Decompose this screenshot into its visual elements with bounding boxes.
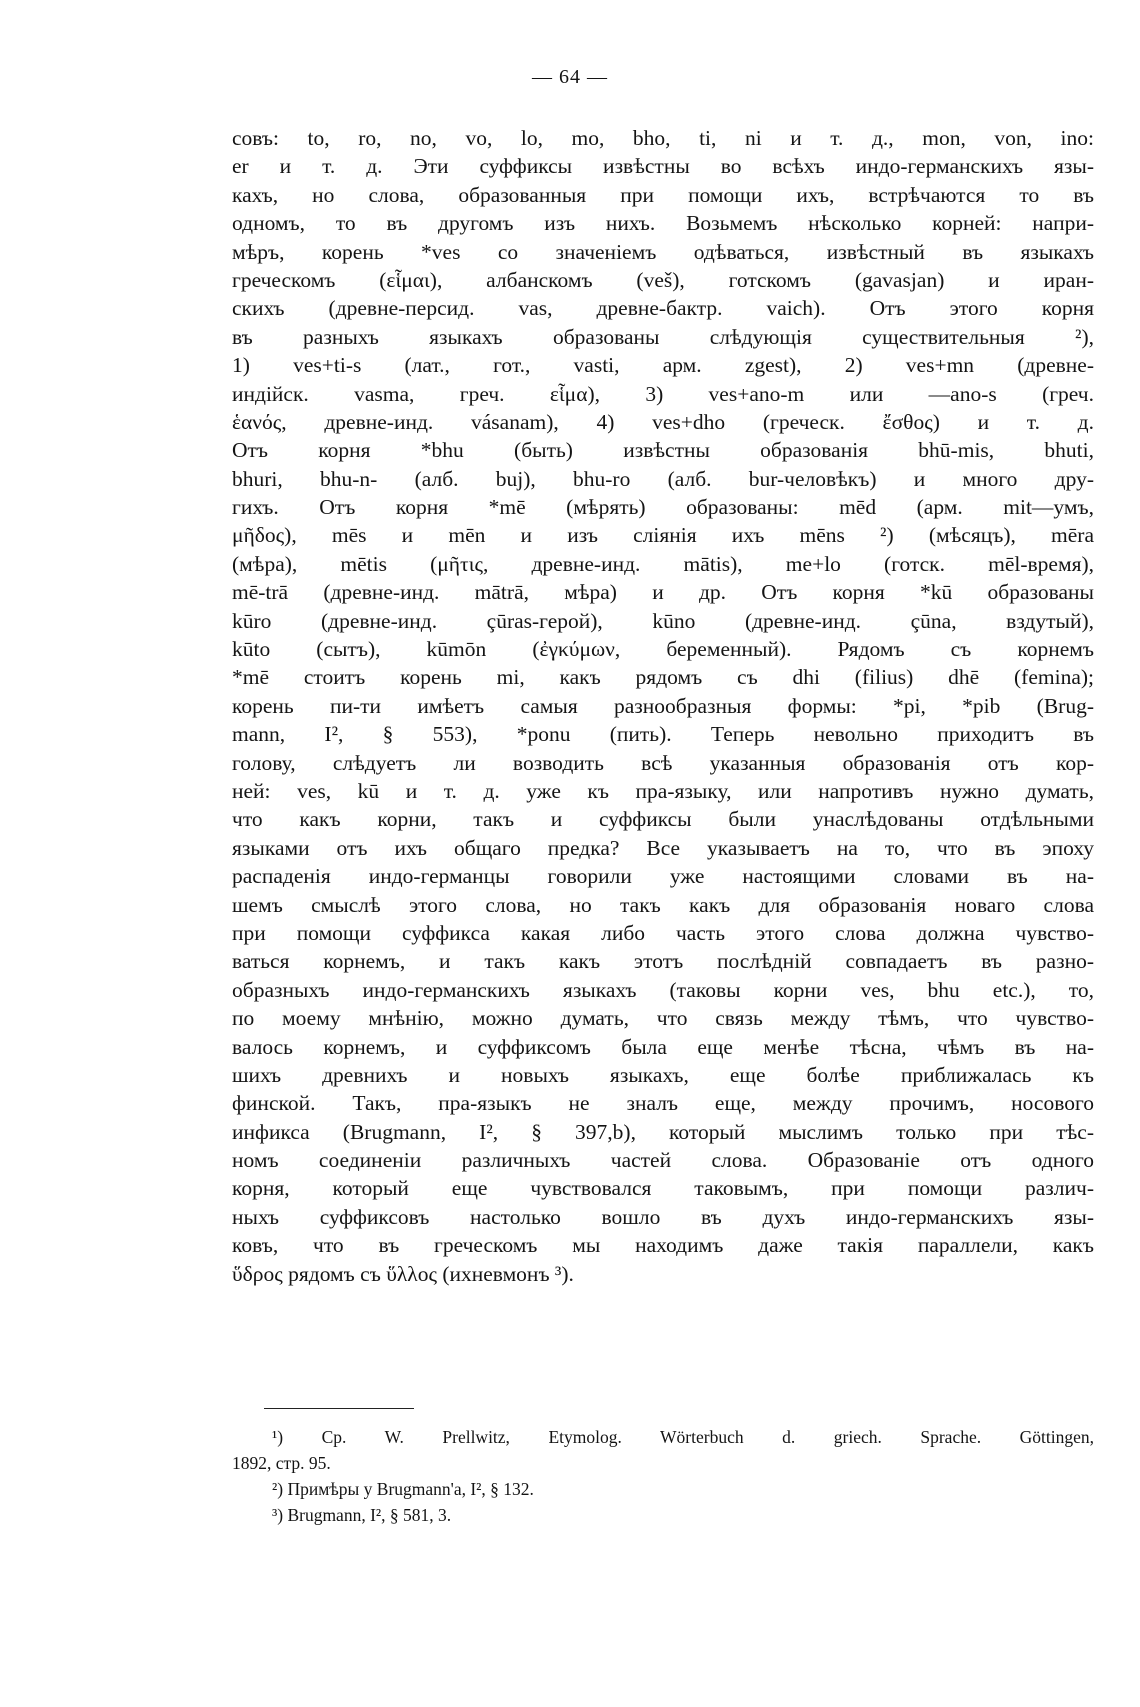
text-line: образныхъ индо-германскихъ языкахъ (таковы корни ves, bhu etc.), то, — [232, 977, 1094, 1002]
text-line: ней: ves, kū и т. д. уже къ пра-языку, или напротивъ нужно думать, — [232, 778, 1094, 803]
footnote-continuation: 1892, стр. 95. — [232, 1453, 331, 1473]
text-line: кахъ, но слова, образованныя при помощи ихъ, встрѣчаются то въ — [232, 182, 1094, 207]
text-line: при помощи суффикса какая либо часть этого слова должна чувство- — [232, 920, 1094, 945]
footnote-separator — [264, 1408, 414, 1409]
text-line: bhuri, bhu-n- (алб. buj), bhu-ro (алб. bur-человѣкъ) и много дру- — [232, 466, 1094, 491]
text-line: одномъ, то въ другомъ изъ нихъ. Возьмемъ нѣсколько корней: напри- — [232, 211, 1094, 236]
text-line: скихъ (древне-персид. vas, древне-бактр. vaich). Отъ этого корня — [232, 296, 1094, 321]
text-line: kūro (древне-инд. çūras-герой), kūno (древне-инд. çūna, вздутый), — [232, 608, 1094, 633]
text-line: индійск. vasma, греч. εἷμα), 3) ves+ano-m или —ano-s (греч. — [232, 381, 1094, 406]
text-line: греческомъ (εἷμαι), албанскомъ (veš), готскомъ (gavasjan) и иран- — [232, 267, 1094, 292]
text-line: ἑανός, древне-инд. vásanam), 4) ves+dho (греческ. ἔσθος) и т. д. — [232, 409, 1094, 434]
text-line: шемъ смыслѣ этого слова, но такъ какъ для образованія новаго слова — [232, 892, 1094, 917]
text-line: корень пи-ти имѣетъ самыя разнообразныя формы: *pi, *pib (Brug- — [232, 693, 1094, 718]
text-line: ваться корнемъ, и такъ какъ этотъ послѣдній совпадаетъ въ разно- — [232, 949, 1094, 974]
text-line: голову, слѣдуетъ ли возводить всѣ указанныя образованія отъ кор- — [232, 750, 1094, 775]
footnotes — [232, 1424, 1094, 1528]
text-line: номъ соединеніи различныхъ частей слова. Образованіе отъ одного — [232, 1148, 1094, 1173]
text-line: корня, который еще чувствовался таковымъ, при помощи различ- — [232, 1176, 1094, 1201]
page-number: — 64 — — [532, 66, 608, 88]
text-line: kūto (сытъ), kūmōn (ἐγκύμων, беременный). Рядомъ съ корнемъ — [232, 637, 1094, 662]
text-line: валось корнемъ, и суффиксомъ была еще менѣе тѣсна, чѣмъ въ на- — [232, 1034, 1094, 1059]
text-line: гихъ. Отъ корня *mē (мѣрять) образованы: mēd (арм. mit—умъ, — [232, 495, 1094, 520]
text-line: шихъ древнихъ и новыхъ языкахъ, еще болѣе приближалась къ — [232, 1062, 1094, 1087]
text-line: совъ: to, ro, no, vo, lo, mo, bho, ti, ni и т. д., mon, von, ino: — [232, 126, 1094, 150]
text-line: распаденія индо-германцы говорили уже настоящими словами въ на- — [232, 864, 1094, 889]
text-line: er и т. д. Эти суффиксы извѣстны во всѣхъ индо-германскихъ язы- — [232, 154, 1094, 179]
text-line: мѣръ, корень *ves со значеніемъ одѣваться, извѣстный въ языкахъ — [232, 239, 1094, 264]
text-line: въ разныхъ языкахъ образованы слѣдующія существительныя ²), — [232, 324, 1094, 349]
text-line: (мѣра), mētis (μῆτις, древне-инд. mātis), me+lo (готск. mēl-время), — [232, 551, 1094, 576]
text-line: что какъ корни, такъ и суффиксы были унаслѣдованы отдѣльными — [232, 807, 1094, 832]
text-line: mann, I², § 553), *ponu (пить). Теперь невольно приходитъ въ — [232, 722, 1094, 747]
text-line: инфикса (Brugmann, I², § 397,b), который мыслимъ только при тѣс- — [232, 1119, 1094, 1144]
body-text — [232, 124, 1094, 1288]
text-line: 1) ves+ti-s (лат., гот., vasti, арм. zgest), 2) ves+mn (древне- — [232, 353, 1094, 378]
text-line: *mē стоитъ корень mi, какъ рядомъ съ dhi (filius) dhē (femina); — [232, 665, 1094, 690]
text-line: языками отъ ихъ общаго предка? Все указываетъ на то, что въ эпоху — [232, 835, 1094, 860]
text-line: ныхъ суффиксовъ настолько вошло въ духъ индо-германскихъ язы- — [232, 1204, 1094, 1229]
text-line: ковъ, что въ греческомъ мы находимъ даже такія параллели, какъ — [232, 1233, 1094, 1258]
footnote: ²) Примѣры у Brugmann'a, I², § 132. — [272, 1479, 534, 1499]
footnote: ³) Brugmann, I², § 581, 3. — [272, 1505, 452, 1525]
text-line: mē-trā (древне-инд. mātrā, мѣра) и др. Отъ корня *kū образованы — [232, 580, 1094, 605]
text-line: по моему мнѣнію, можно думать, что связь между тѣмъ, что чувство- — [232, 1006, 1094, 1031]
text-line: Отъ корня *bhu (быть) извѣстны образованія bhū-mis, bhuti, — [232, 438, 1094, 463]
text-line: ὕδρος рядомъ съ ὕλλος (ихневмонъ ³). — [232, 1261, 574, 1286]
text-line: μῆδος), mēs и mēn и изъ сліянія ихъ mēns ²) (мѣсяцъ), mēra — [232, 523, 1094, 548]
text-line: финской. Такъ, пра-языкъ не зналъ еще, между прочимъ, носового — [232, 1091, 1094, 1116]
footnote: ¹) Cp. W. Prellwitz, Etymolog. Wörterbuch d. griech. Sprache. Göttingen, — [272, 1427, 1094, 1447]
